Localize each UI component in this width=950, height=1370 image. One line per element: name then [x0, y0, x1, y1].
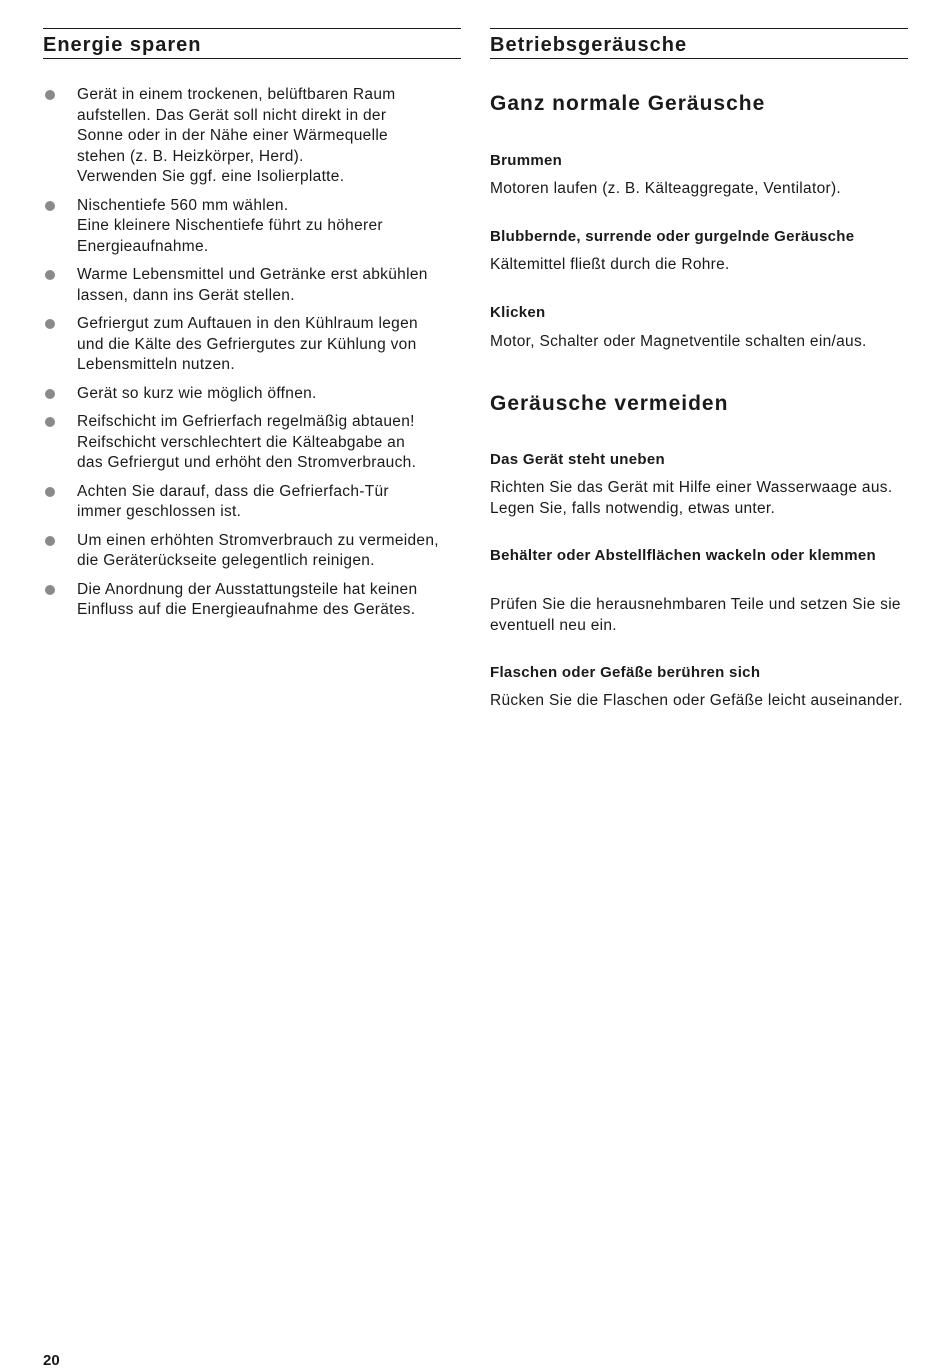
bullet-icon — [45, 270, 55, 280]
energy-tips-list — [43, 85, 461, 629]
entry-heading-wobbling: Behälter oder Abstellflächen wackeln oder klemmen — [490, 547, 876, 564]
entry-text-bubbling: Kältemittel fließt durch die Rohre. — [490, 256, 730, 273]
list-item-text: Achten Sie darauf, dass die Gefrierfach-Tür immer geschlossen ist. — [77, 482, 389, 520]
bullet-icon — [45, 536, 55, 546]
subheading-normal-noises: Ganz normale Geräusche — [490, 92, 766, 115]
list-item-text: Die Anordnung der Ausstattungsteile hat keinen Einfluss auf die Energieaufnahme des Gerätes. — [77, 580, 418, 618]
list-item — [43, 482, 461, 523]
list-item-text: Gerät in einem trockenen, belüftbaren Raum aufstellen. Das Gerät soll nicht direkt in der Sonne oder in der Nähe einer Wärmequelle stehen (z. B. Heizkörper, Herd). Verwenden Sie ggf. eine Isolierplatte. — [77, 86, 396, 185]
list-item-text: Reifschicht im Gefrierfach regelmäßig abtauen! Reifschicht verschlechtert die Kälteabgabe an das Gefriergut und erhöht den Stromverbrauch. — [77, 413, 417, 471]
entry-text-clicking: Motor, Schalter oder Magnetventile schalten ein/aus. — [490, 333, 867, 350]
operating-noise-section — [490, 28, 908, 709]
subheading-avoid-noises: Geräusche vermeiden — [490, 392, 729, 415]
bullet-icon — [45, 319, 55, 329]
list-item-text: Um einen erhöhten Stromverbrauch zu vermeiden, die Geräterückseite gelegentlich reinigen. — [77, 531, 439, 569]
page-number: 20 — [43, 1352, 60, 1369]
list-item — [43, 531, 461, 572]
bullet-icon — [45, 389, 55, 399]
list-item — [43, 384, 461, 405]
bullet-icon — [45, 417, 55, 427]
entry-heading-bubbling: Blubbernde, surrende oder gurgelnde Geräusche — [490, 228, 855, 245]
list-item — [43, 580, 461, 621]
entry-text-humming: Motoren laufen (z. B. Kälteaggregate, Ventilator). — [490, 180, 842, 197]
entry-text-uneven: Richten Sie das Gerät mit Hilfe einer Wasserwaage aus. Legen Sie, falls notwendig, etwas unter. — [490, 479, 893, 517]
entry-heading-humming: Brummen — [490, 152, 563, 169]
list-item-text: Gerät so kurz wie möglich öffnen. — [77, 384, 317, 402]
energy-saving-section — [43, 28, 461, 618]
list-item — [43, 196, 461, 258]
section-title-noise: Betriebsgeräusche — [490, 28, 908, 59]
entry-text-bottles: Rücken Sie die Flaschen oder Gefäße leicht auseinander. — [490, 692, 903, 709]
bullet-icon — [45, 90, 55, 100]
entry-heading-uneven: Das Gerät steht uneben — [490, 451, 665, 468]
bullet-icon — [45, 487, 55, 497]
list-item — [43, 85, 461, 188]
bullet-icon — [45, 585, 55, 595]
bullet-icon — [45, 201, 55, 211]
entry-heading-bottles: Flaschen oder Gefäße berühren sich — [490, 664, 761, 681]
list-item-text: Nischentiefe 560 mm wählen. Eine kleinere Nischentiefe führt zu höherer Energieaufnahme. — [77, 196, 383, 255]
list-item — [43, 265, 461, 306]
list-item — [43, 314, 461, 376]
list-item-text: Gefriergut zum Auftauen in den Kühlraum legen und die Kälte des Gefriergutes zur Kühlung von Lebensmitteln nutzen. — [77, 315, 418, 373]
entry-heading-clicking: Klicken — [490, 304, 546, 321]
list-item-text: Warme Lebensmittel und Getränke erst abkühlen lassen, dann ins Gerät stellen. — [77, 266, 428, 304]
section-title-energy: Energie sparen — [43, 28, 461, 59]
list-item — [43, 412, 461, 474]
entry-text-wobbling: Prüfen Sie die herausnehmbaren Teile und setzen Sie sie eventuell neu ein. — [490, 596, 901, 634]
